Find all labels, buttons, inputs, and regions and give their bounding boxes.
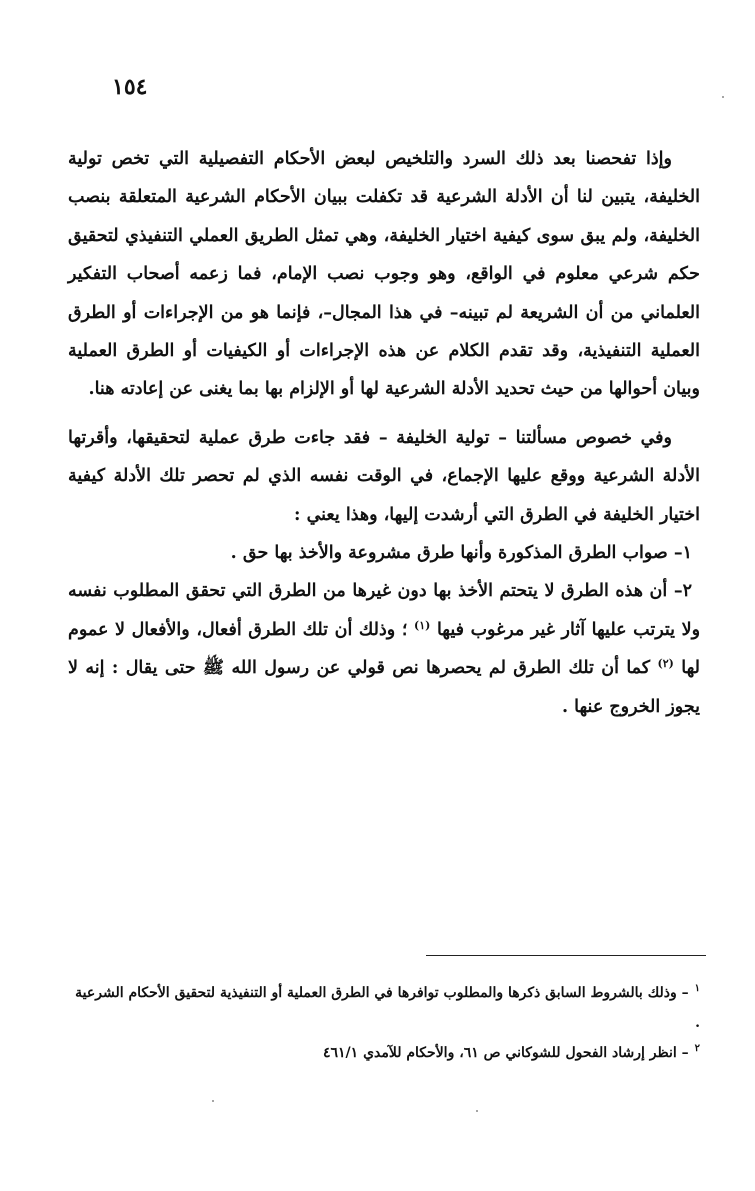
footnote-ref-2: (٢)	[657, 657, 674, 671]
footnote-1-text: – وذلك بالشروط السابق ذكرها والمطلوب توافرها في الطرق العملية أو التنفيذية لتحقيق الأحكام الشرعية .	[75, 985, 700, 1031]
scan-speck	[212, 1100, 214, 1102]
footnote-2	[68, 1038, 700, 1068]
list-item-2-text-c: كما أن تلك الطرق لم يحصرها نص قولي عن رسول الله ﷺ حتى يقال : إنه لا يجوز الخروج عنها .	[68, 658, 700, 717]
paragraph-1: وإذا تفحصنا بعد ذلك السرد والتلخيص لبعض الأحكام التفصيلية التي تخص تولية الخليفة، يتبين لنا أن الأدلة الشرعية قد تكفلت ببيان الأحكام الشرعية المتعلقة بنصب الخليفة، ولم يبق سوى كيفية اختيار الخليفة، وهي تمثل الطريق العملي التنفيذي لتحقيق حكم شرعي معلوم في الواقع، وهو وجوب نصب الإمام، فما زعمه أصحاب التفكير العلماني من أن الشريعة لم تبينه– في هذا المجال–، فإنما هو من الإجراءات أو الطرق العملية التنفيذية، وقد تقدم الكلام عن هذه الإجراءات أو الكيفيات أو الطرق العملية وبيان أحوالها من حيث تحديد الأدلة الشرعية لها أو الإلزام بها بما يغنى عن إعادته هنا.	[68, 149, 700, 400]
page-number: ١٥٤	[112, 74, 148, 100]
list-item-1: ١– صواب الطرق المذكورة وأنها طرق مشروعة والأخذ بها حق .	[230, 543, 692, 564]
footnote-divider	[426, 955, 706, 956]
footnote-1	[68, 978, 700, 1038]
scan-speck	[476, 1110, 478, 1112]
footnote-marker-1: ١	[694, 983, 700, 994]
footnote-ref-1: (١)	[414, 618, 431, 632]
list-item-2	[68, 572, 700, 726]
paragraph-2: وفي خصوص مسألتنا – تولية الخليفة – فقد جاءت طرق عملية لتحقيقها، وأقرتها الأدلة الشرعية ووقع عليها الإجماع، في الوقت نفسه الذي لم تحصر تلك الأدلة كيفية اختيار الخليفة في الطرق التي أرشدت إليها، وهذا يعني :	[68, 427, 700, 525]
list-item-2-text-b: ؛ وذلك أن تلك الطرق أفعال، والأفعال لا عموم لها	[68, 619, 701, 679]
scan-speck	[722, 96, 724, 98]
list-item-2-text-a: ٢– أن هذه الطرق لا يتحتم الأخذ بها دون غيرها من الطرق التي تحقق المطلوب نفسه ولا يترتب عليها آثار غير مرغوب فيها	[68, 581, 701, 640]
footnote-2-text: – انظر إرشاد الفحول للشوكاني ص ٦١، والأحكام للآمدي ٤٦١/١	[323, 1045, 689, 1061]
footnote-marker-2: ٢	[694, 1043, 700, 1054]
main-text	[68, 140, 700, 726]
footnotes	[68, 978, 700, 1068]
